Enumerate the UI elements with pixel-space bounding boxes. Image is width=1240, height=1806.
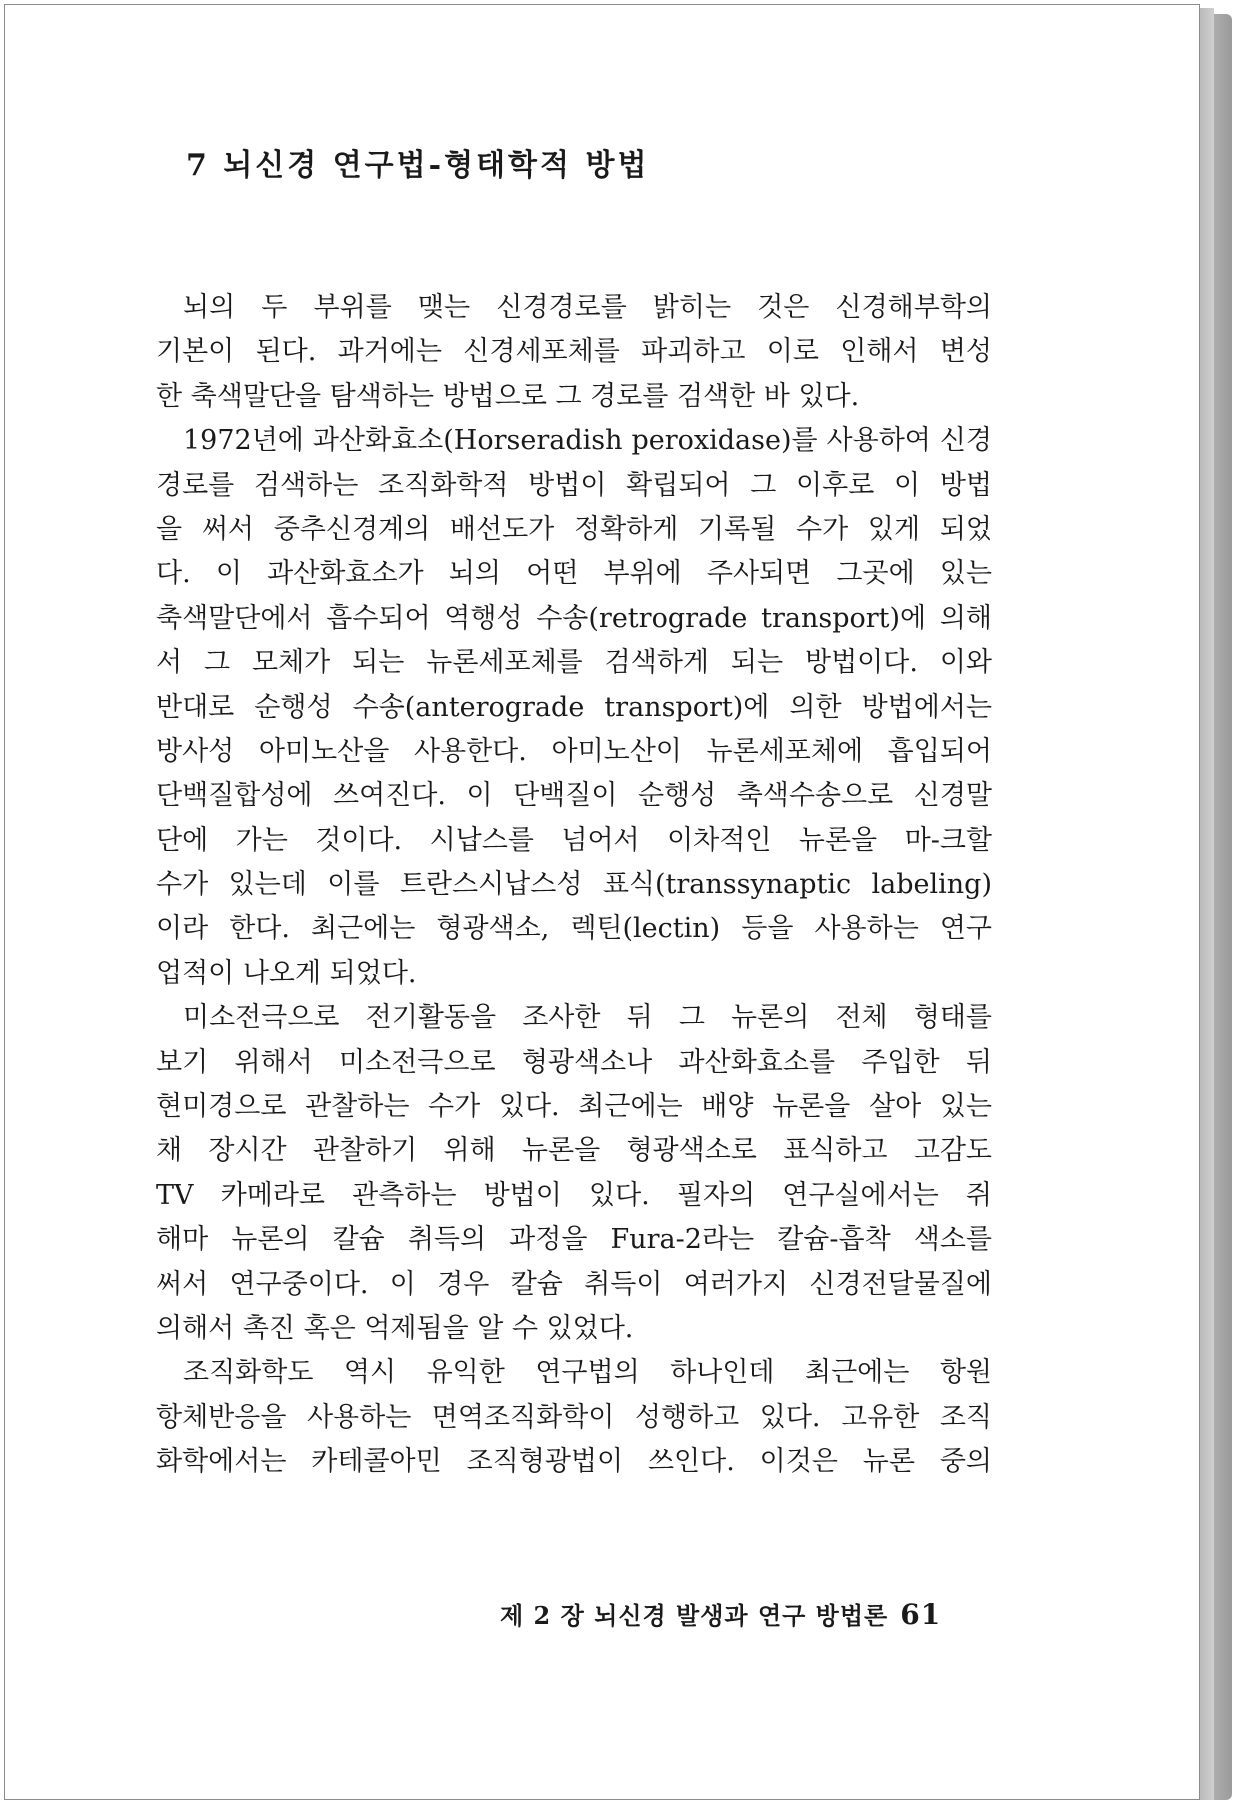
text-line: 조직화학도 역시 유익한 연구법의 하나인데 최근에는 항원 — [183, 1357, 992, 1389]
text-line: 한 축색말단을 탐색하는 방법으로 그 경로를 검색한 바 있다. — [156, 380, 860, 412]
text-line: 단백질합성에 쓰여진다. 이 단백질이 순행성 축색수송으로 신경말 — [156, 780, 992, 812]
text-line: 을 써서 중추신경계의 배선도가 정확하게 기록될 수가 있게 되었 — [156, 513, 992, 545]
body-text — [156, 286, 992, 1485]
text-line: 이라 한다. 최근에는 형광색소, 렉틴(lectin) 등을 사용하는 연구 — [156, 913, 992, 945]
text-line: 써서 연구중이다. 이 경우 칼슘 취득이 여러가지 신경전달물질에 — [156, 1268, 992, 1300]
text-line: 수가 있는데 이를 트란스시납스성 표식(transsynaptic labeling) — [156, 869, 992, 901]
text-line: 다. 이 과산화효소가 뇌의 어떤 부위에 주사되면 그곳에 있는 — [156, 558, 992, 590]
text-line: 미소전극으로 전기활동을 조사한 뒤 그 뉴론의 전체 형태를 — [183, 1002, 992, 1034]
text-line: 뇌의 두 부위를 맺는 신경경로를 밝히는 것은 신경해부학의 — [183, 292, 992, 323]
text-line: 해마 뉴론의 칼슘 취득의 과정을 Fura-2라는 칼슘-흡착 색소를 — [156, 1224, 992, 1256]
section-heading: 7 뇌신경 연구법-형태학적 방법 — [186, 148, 650, 183]
text-line: 기본이 된다. 과거에는 신경세포체를 파괴하고 이로 인해서 변성 — [156, 336, 992, 368]
text-line: 1972년에 과산화효소(Horseradish peroxidase)를 사용하여 신경 — [183, 425, 992, 457]
running-footer — [500, 1596, 941, 1631]
text-line: 항체반응을 사용하는 면역조직화학이 성행하고 있다. 고유한 조직 — [156, 1401, 992, 1433]
text-line: 현미경으로 관찰하는 수가 있다. 최근에는 배양 뉴론을 살아 있는 — [156, 1091, 992, 1123]
chapter-title: 제 2 장 뇌신경 발생과 연구 방법론 — [500, 1601, 889, 1630]
text-line: 반대로 순행성 수송(anterograde transport)에 의한 방법에서는 — [156, 691, 992, 723]
text-line: 의해서 촉진 혹은 억제됨을 알 수 있었다. — [156, 1312, 634, 1344]
text-line: 채 장시간 관찰하기 위해 뉴론을 형광색소로 표식하고 고감도 — [156, 1135, 992, 1167]
text-line: 방사성 아미노산을 사용한다. 아미노산이 뉴론세포체에 흡입되어 — [156, 735, 992, 767]
text-line: 경로를 검색하는 조직화학적 방법이 확립되어 그 이후로 이 방법 — [156, 469, 992, 501]
text-line: 보기 위해서 미소전극으로 형광색소나 과산화효소를 주입한 뒤 — [156, 1046, 992, 1078]
text-line: 축색말단에서 흡수되어 역행성 수송(retrograde transport)에 의해 — [156, 602, 992, 634]
text-line: 단에 가는 것이다. 시납스를 넘어서 이차적인 뉴론을 마-크할 — [156, 824, 992, 856]
text-line: TV 카메라로 관측하는 방법이 있다. 필자의 연구실에서는 쥐 — [156, 1179, 992, 1211]
text-line: 업적이 나오게 되었다. — [156, 957, 417, 989]
text-line: 화학에서는 카테콜아민 조직형광법이 쓰인다. 이것은 뉴론 중의 — [156, 1446, 992, 1478]
text-line: 서 그 모체가 되는 뉴론세포체를 검색하게 되는 방법이다. 이와 — [156, 647, 992, 679]
page-number: 61 — [900, 1598, 942, 1631]
